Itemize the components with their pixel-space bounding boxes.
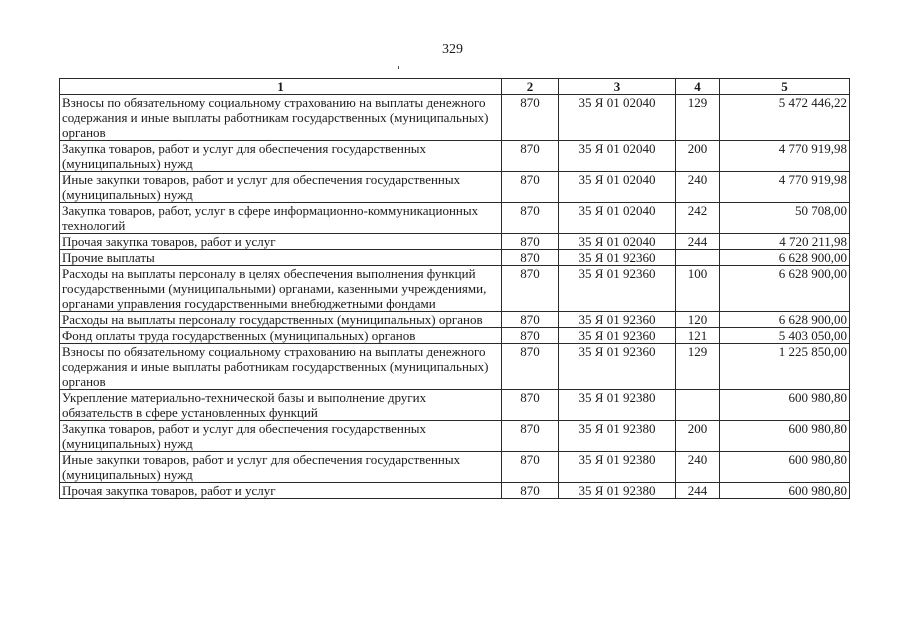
table-row	[60, 203, 850, 234]
cell-amount: 4 720 211,98	[720, 234, 850, 250]
cell-amount: 1 225 850,00	[720, 344, 850, 390]
table-row	[60, 421, 850, 452]
cell-name: Закупка товаров, работ, услуг в сфере информационно-коммуникационных технологий	[60, 203, 502, 234]
cell-amount: 4 770 919,98	[720, 172, 850, 203]
cell-expense-type: 200	[676, 141, 720, 172]
header-row	[60, 79, 850, 95]
cell-expense-type: 242	[676, 203, 720, 234]
page-number: 329	[442, 42, 463, 57]
cell-department: 870	[502, 266, 559, 312]
cell-amount: 600 980,80	[720, 390, 850, 421]
cell-target-article: 35 Я 01 02040	[559, 172, 676, 203]
cell-target-article: 35 Я 01 92380	[559, 483, 676, 499]
cell-target-article: 35 Я 01 02040	[559, 234, 676, 250]
scan-speck	[398, 66, 399, 69]
cell-name: Фонд оплаты труда государственных (муниципальных) органов	[60, 328, 502, 344]
cell-expense-type: 244	[676, 483, 720, 499]
cell-amount: 600 980,80	[720, 421, 850, 452]
cell-department: 870	[502, 328, 559, 344]
table-row	[60, 328, 850, 344]
cell-department: 870	[502, 203, 559, 234]
cell-expense-type: 100	[676, 266, 720, 312]
cell-department: 870	[502, 250, 559, 266]
cell-expense-type	[676, 250, 720, 266]
cell-department: 870	[502, 390, 559, 421]
cell-department: 870	[502, 344, 559, 390]
cell-target-article: 35 Я 01 92360	[559, 344, 676, 390]
cell-expense-type	[676, 390, 720, 421]
header-department: 2	[502, 79, 559, 95]
cell-expense-type: 240	[676, 172, 720, 203]
cell-department: 870	[502, 312, 559, 328]
table-row	[60, 141, 850, 172]
cell-expense-type: 129	[676, 95, 720, 141]
table-row	[60, 95, 850, 141]
cell-amount: 6 628 900,00	[720, 266, 850, 312]
cell-target-article: 35 Я 01 02040	[559, 141, 676, 172]
table-row	[60, 483, 850, 499]
cell-expense-type: 120	[676, 312, 720, 328]
cell-department: 870	[502, 452, 559, 483]
cell-name: Иные закупки товаров, работ и услуг для обеспечения государственных (муниципальных) нужд	[60, 452, 502, 483]
cell-department: 870	[502, 421, 559, 452]
cell-name: Закупка товаров, работ и услуг для обеспечения государственных (муниципальных) нужд	[60, 421, 502, 452]
cell-amount: 6 628 900,00	[720, 250, 850, 266]
header-target-article: 3	[559, 79, 676, 95]
cell-department: 870	[502, 234, 559, 250]
table-row	[60, 172, 850, 203]
cell-name: Расходы на выплаты персоналу государственных (муниципальных) органов	[60, 312, 502, 328]
header-expense-type: 4	[676, 79, 720, 95]
cell-target-article: 35 Я 01 92360	[559, 266, 676, 312]
cell-target-article: 35 Я 01 92360	[559, 250, 676, 266]
cell-amount: 50 708,00	[720, 203, 850, 234]
cell-name: Прочая закупка товаров, работ и услуг	[60, 483, 502, 499]
cell-amount: 5 403 050,00	[720, 328, 850, 344]
cell-expense-type: 244	[676, 234, 720, 250]
cell-amount: 6 628 900,00	[720, 312, 850, 328]
header-name: 1	[60, 79, 502, 95]
table-row	[60, 344, 850, 390]
table-row	[60, 266, 850, 312]
cell-target-article: 35 Я 01 92380	[559, 390, 676, 421]
cell-department: 870	[502, 483, 559, 499]
table-row	[60, 312, 850, 328]
cell-amount: 600 980,80	[720, 483, 850, 499]
table-body	[60, 95, 850, 499]
cell-target-article: 35 Я 01 02040	[559, 95, 676, 141]
cell-expense-type: 129	[676, 344, 720, 390]
table-row	[60, 390, 850, 421]
cell-target-article: 35 Я 01 92360	[559, 328, 676, 344]
cell-name: Закупка товаров, работ и услуг для обеспечения государственных (муниципальных) нужд	[60, 141, 502, 172]
cell-amount: 4 770 919,98	[720, 141, 850, 172]
cell-expense-type: 240	[676, 452, 720, 483]
cell-department: 870	[502, 141, 559, 172]
cell-name: Расходы на выплаты персоналу в целях обеспечения выполнения функций государственными (муниципальными) органами, казенными учреждениями, органами управления государственными внебюджетными фондами	[60, 266, 502, 312]
cell-target-article: 35 Я 01 92380	[559, 452, 676, 483]
table-row	[60, 250, 850, 266]
table-row	[60, 234, 850, 250]
header-amount: 5	[720, 79, 850, 95]
cell-target-article: 35 Я 01 92360	[559, 312, 676, 328]
cell-name: Укрепление материально-технической базы и выполнение других обязательств в сфере установленных функций	[60, 390, 502, 421]
budget-table	[59, 78, 850, 499]
cell-department: 870	[502, 172, 559, 203]
cell-department: 870	[502, 95, 559, 141]
cell-name: Иные закупки товаров, работ и услуг для обеспечения государственных (муниципальных) нужд	[60, 172, 502, 203]
cell-target-article: 35 Я 01 92380	[559, 421, 676, 452]
cell-name: Прочая закупка товаров, работ и услуг	[60, 234, 502, 250]
table-row	[60, 452, 850, 483]
cell-name: Взносы по обязательному социальному страхованию на выплаты денежного содержания и иные выплаты работникам государственных (муниципальных) органов	[60, 95, 502, 141]
cell-expense-type: 121	[676, 328, 720, 344]
cell-target-article: 35 Я 01 02040	[559, 203, 676, 234]
cell-name: Взносы по обязательному социальному страхованию на выплаты денежного содержания и иные выплаты работникам государственных (муниципальных) органов	[60, 344, 502, 390]
cell-amount: 600 980,80	[720, 452, 850, 483]
cell-expense-type: 200	[676, 421, 720, 452]
cell-name: Прочие выплаты	[60, 250, 502, 266]
cell-amount: 5 472 446,22	[720, 95, 850, 141]
